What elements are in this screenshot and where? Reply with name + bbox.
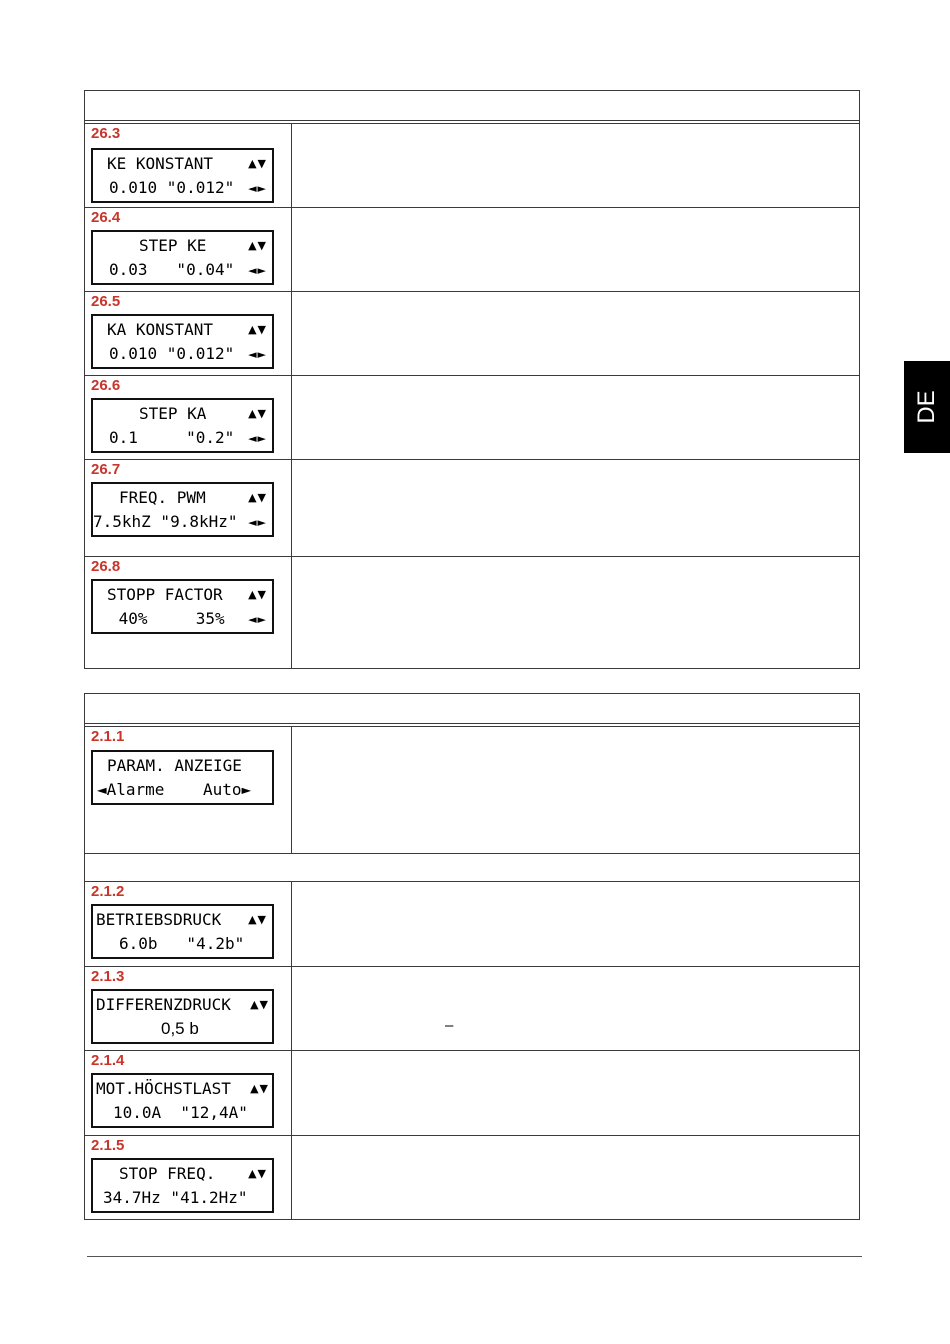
lcd-line2: 6.0b "4.2b": [119, 934, 245, 953]
footer-rule: [87, 1256, 862, 1257]
up-down-arrows-icon: ▲▼: [248, 407, 267, 420]
up-down-arrows-icon: ▲▼: [248, 323, 267, 336]
lcd-line1: DIFFERENZDRUCK: [96, 995, 231, 1014]
lcd-line2: 40% 35%: [109, 609, 225, 628]
column-divider: [291, 460, 292, 557]
column-divider: [291, 376, 292, 460]
table-header: [85, 91, 859, 121]
parameter-table-26: [84, 90, 860, 669]
lcd-display: [91, 579, 274, 634]
lcd-line2: 34.7Hz "41.2Hz": [103, 1188, 248, 1207]
table-row: [85, 1135, 859, 1220]
left-right-arrows-icon: ◄►: [248, 613, 267, 626]
lcd-line1: MOT.HÖCHSTLAST: [96, 1079, 231, 1098]
lcd-line1: FREQ. PWM: [119, 488, 206, 507]
table-row: [85, 1050, 859, 1136]
parameter-code: 2.1.5: [91, 1137, 125, 1154]
up-down-arrows-icon: ▲▼: [248, 913, 267, 926]
column-divider: [291, 1136, 292, 1220]
parameter-code: 2.1.1: [91, 728, 125, 745]
table-row: [85, 726, 859, 854]
column-divider: [291, 557, 292, 669]
lcd-line1: STEP KA: [139, 404, 207, 423]
language-tab-label: DE: [913, 390, 940, 424]
lcd-line1: BETRIEBSDRUCK: [96, 910, 222, 929]
parameter-code: 26.7: [91, 461, 121, 478]
lcd-line2: 0.010 "0.012": [109, 178, 235, 197]
lcd-line2: 7.5khZ "9.8kHz": [93, 512, 238, 531]
left-right-arrows-icon: ◄►: [248, 432, 267, 445]
left-right-arrows-icon: ◄►: [248, 182, 267, 195]
lcd-line1: STOP FREQ.: [119, 1164, 216, 1183]
lcd-line2: 0.1 "0.2": [109, 428, 235, 447]
parameter-code: 2.1.2: [91, 883, 125, 900]
left-right-arrows-icon: ◄►: [248, 348, 267, 361]
table-row: [85, 556, 859, 669]
column-divider: [291, 967, 292, 1051]
parameter-code: 2.1.4: [91, 1052, 125, 1069]
left-right-arrows-icon: ◄►: [248, 516, 267, 529]
table-row: [85, 881, 859, 967]
lcd-display: [91, 1073, 274, 1128]
up-down-arrows-icon: ▲▼: [248, 1167, 267, 1180]
parameter-code: 26.6: [91, 377, 121, 394]
left-right-arrows-icon: ◄►: [248, 264, 267, 277]
up-down-arrows-icon: ▲▼: [250, 1082, 269, 1095]
lcd-line2: ◄Alarme Auto►: [97, 780, 252, 799]
lcd-line2: 10.0A "12,4A": [113, 1103, 248, 1122]
lcd-line2: 0,5 b: [161, 1019, 199, 1038]
table-row: [85, 291, 859, 376]
lcd-line1: KE KONSTANT: [107, 154, 213, 173]
table-row: [85, 207, 859, 292]
table-row: [85, 966, 859, 1051]
lcd-line1: KA KONSTANT: [107, 320, 213, 339]
lcd-line1: STOPP FACTOR: [107, 585, 223, 604]
lcd-display: [91, 314, 274, 369]
column-divider: [291, 292, 292, 376]
up-down-arrows-icon: ▲▼: [250, 998, 269, 1011]
lcd-display: [91, 398, 274, 453]
column-divider: [291, 124, 292, 208]
lcd-line2: 0.03 "0.04": [109, 260, 235, 279]
lcd-display: [91, 904, 274, 959]
column-divider: [291, 882, 292, 967]
table-header: [85, 694, 859, 724]
language-tab: [904, 361, 950, 453]
lcd-line2: 0.010 "0.012": [109, 344, 235, 363]
lcd-display: [91, 750, 274, 805]
table-row: [85, 123, 859, 208]
lcd-line1: PARAM. ANZEIGE: [107, 756, 242, 775]
up-down-arrows-icon: ▲▼: [248, 239, 267, 252]
lcd-display: [91, 1158, 274, 1213]
section-header: [85, 853, 859, 882]
table-row: [85, 375, 859, 460]
lcd-display: [91, 230, 274, 285]
lcd-display: [91, 989, 274, 1044]
parameter-code: 26.4: [91, 209, 121, 226]
table-row: [85, 459, 859, 557]
dash-mark: –: [445, 1017, 454, 1034]
lcd-display: [91, 148, 274, 203]
up-down-arrows-icon: ▲▼: [248, 588, 267, 601]
column-divider: [291, 1051, 292, 1136]
lcd-display: [91, 482, 274, 537]
column-divider: [291, 727, 292, 854]
parameter-code: 26.5: [91, 293, 121, 310]
parameter-code: 26.8: [91, 558, 121, 575]
column-divider: [291, 208, 292, 292]
lcd-line1: STEP KE: [139, 236, 207, 255]
up-down-arrows-icon: ▲▼: [248, 157, 267, 170]
parameter-table-2-1: [84, 693, 860, 1220]
parameter-code: 26.3: [91, 125, 121, 142]
parameter-code: 2.1.3: [91, 968, 125, 985]
up-down-arrows-icon: ▲▼: [248, 491, 267, 504]
